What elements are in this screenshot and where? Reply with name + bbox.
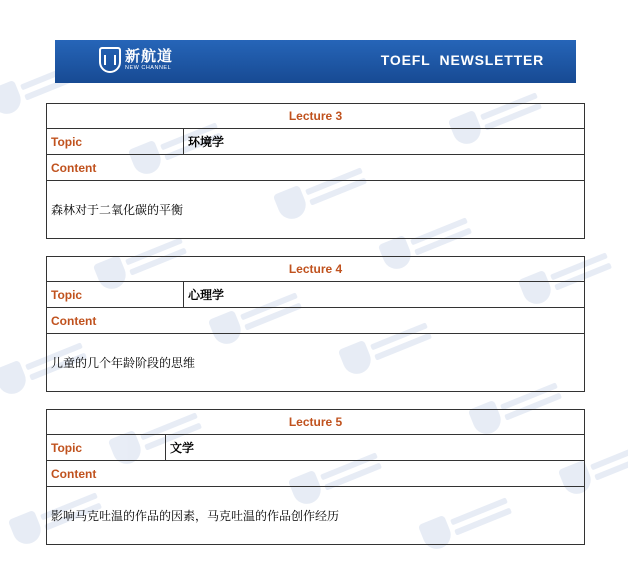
brand-name-cn: 新航道: [125, 47, 174, 65]
lecture-title: Lecture 3: [47, 104, 584, 129]
lecture-table: [46, 256, 585, 392]
brand-logo: [99, 47, 173, 73]
topic-value: 环境学: [188, 135, 225, 149]
lecture-title: Lecture 5: [47, 410, 584, 435]
content-label: Content: [47, 461, 584, 487]
newsletter-header: [55, 40, 576, 83]
topic-value: 心理学: [188, 288, 225, 302]
content-text: 森林对于二氧化碳的平衡: [51, 203, 184, 217]
content-text: 儿童的几个年龄阶段的思维: [51, 356, 196, 370]
topic-row: [47, 435, 584, 461]
lecture-table: [46, 103, 585, 239]
lecture-title: Lecture 4: [47, 257, 584, 282]
topic-label: Topic: [47, 129, 184, 154]
shield-logo-icon: [99, 47, 121, 73]
newsletter-title: TOEFL NEWSLETTER: [380, 52, 544, 68]
topic-row: [47, 129, 584, 155]
brand-name-en: NEW CHANNEL: [125, 64, 172, 71]
topic-label: Topic: [47, 435, 166, 460]
content-text: 影响马克吐温的作品的因素，马克吐温的作品创作经历: [51, 509, 340, 523]
content-label: Content: [47, 155, 584, 181]
topic-row: [47, 282, 584, 308]
topic-label: Topic: [47, 282, 184, 307]
lecture-table: [46, 409, 585, 545]
content-label: Content: [47, 308, 584, 334]
topic-value: 文学: [170, 441, 195, 455]
